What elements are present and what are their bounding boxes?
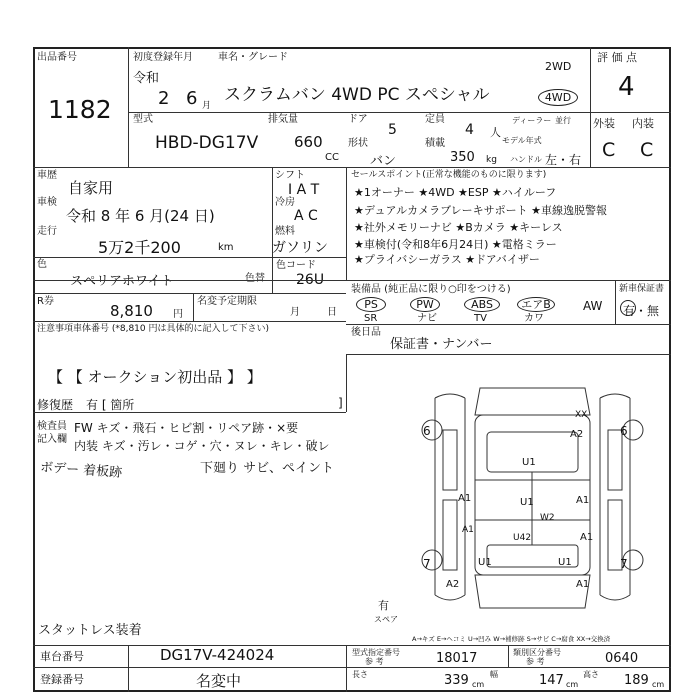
new-car-warranty: 有・無: [623, 304, 660, 318]
handle-label: ハンドル: [510, 155, 542, 164]
divider: [128, 645, 129, 692]
interior-grade: C: [640, 139, 654, 161]
height-label: 高さ: [583, 670, 599, 679]
capacity-label: 定員: [425, 114, 445, 125]
mark-rear-right-u1: U1: [558, 557, 572, 568]
mark-spare-yes: 有: [378, 599, 389, 612]
sales-point-5: ★プライバシーガラス ★ドアバイザー: [354, 253, 540, 266]
equip-abs-circled: ABS: [464, 297, 500, 312]
score-label: 評 価 点: [597, 51, 637, 64]
car-name-label: 車名・グレード: [218, 52, 288, 63]
shape-label: 形状: [348, 138, 368, 149]
width: 147: [539, 673, 564, 688]
equip-sr: SR: [364, 313, 378, 324]
month-label: 月: [290, 307, 300, 318]
divider: [193, 293, 194, 321]
handwritten-underbody-note: 下廻り サビ、ペイント: [200, 461, 335, 476]
mileage: 5万2千200: [98, 238, 181, 257]
width-unit: cm: [566, 680, 579, 689]
displacement: 660: [294, 133, 323, 151]
handle: 左・右: [545, 153, 582, 167]
divider: [590, 112, 671, 113]
ac-label: 冷房: [275, 197, 295, 208]
equip-ps-circled: PS: [356, 297, 386, 312]
car-name: スクラムバン 4WD PC スペシャル: [224, 85, 490, 105]
divider: [346, 167, 347, 280]
later-items: 保証書・ナンバー: [390, 337, 493, 352]
capacity: 4: [465, 122, 474, 138]
repair-history-value: 有 [ 箇所: [86, 398, 135, 412]
notes-label: 注意事項車体番号 (*8,810 円は具体的に記入して下さい): [37, 324, 270, 334]
color-replace-label: 色替: [245, 273, 265, 284]
model-label: 型式: [133, 114, 153, 125]
repair-bracket-close: ]: [338, 396, 343, 410]
mark-hood-u1: U1: [522, 457, 536, 468]
damage-legend: A→キズ E→ヘコミ U→凹み W→補修跡 S→サビ C→腐食 XX→交換済: [412, 635, 611, 643]
sales-point-3: ★社外メモリーナビ ★Bカメラ ★キーレス: [354, 221, 563, 234]
class-value: 0640: [605, 651, 639, 666]
spare-label: スペア: [374, 615, 398, 624]
color-code-label: 色コード: [276, 260, 316, 271]
load-label: 積載: [425, 138, 445, 149]
auction-note: 【 【 オークション初出品 】 】: [48, 368, 262, 386]
divider: [33, 257, 346, 258]
ac: A C: [294, 208, 318, 224]
inspector-label: 検査員: [37, 421, 67, 432]
mark-roof-u1: U1: [520, 497, 534, 508]
interior-line: 内装 キズ・汚レ・コゲ・穴・ヌレ・キレ・破レ: [74, 439, 330, 453]
cc-unit: CC: [325, 152, 339, 163]
model-designation-label: 型式指定番号: [352, 648, 400, 657]
mark-left-a1: A1: [458, 493, 472, 504]
drive-2wd: 2WD: [545, 60, 572, 73]
mark-left-rear-a1: A1: [462, 525, 474, 535]
divider: [346, 354, 347, 412]
registration-label: 登録番号: [40, 673, 84, 686]
mark-u42: U42: [513, 533, 532, 543]
usage-label: 車歴: [37, 170, 57, 181]
model-designation-ref: 参 考: [365, 657, 384, 666]
mark-rear-left-u1: U1: [478, 557, 492, 568]
first-reg-label: 初度登録年月: [133, 52, 193, 63]
fuel-label: 燃料: [275, 226, 295, 237]
equip-navi: ナビ: [417, 313, 437, 324]
class-ref: 参 考: [526, 657, 545, 666]
divider: [33, 293, 346, 294]
mark-rl-tire: 7: [423, 557, 431, 571]
equip-tv: TV: [474, 313, 487, 324]
divider: [33, 412, 346, 413]
right-side-windows: [608, 430, 622, 570]
sales-points-label: セールスポイント(正常な機能のものに限ります): [351, 170, 547, 180]
usage: 自家用: [68, 179, 114, 197]
doors-label: ドア: [348, 114, 368, 125]
width-label: 幅: [490, 670, 498, 679]
exterior-label: 外装: [593, 117, 615, 130]
yen-unit: 円: [173, 309, 183, 320]
color-value: スペリアホワイト: [70, 274, 174, 289]
divider: [615, 280, 616, 324]
later-items-label: 後日品: [351, 327, 381, 338]
shift: I A T: [288, 182, 320, 198]
inspection: 令和 8 年 6 月(24 日): [66, 207, 215, 225]
divider: [346, 645, 347, 692]
reg-month: 6: [186, 88, 198, 109]
model-code: HBD-DG17V: [155, 133, 259, 153]
displacement-label: 排気量: [268, 114, 298, 125]
registration-value: 名変中: [196, 672, 242, 690]
new-car-warranty-label: 新車保証書: [619, 284, 665, 294]
persons-unit: 人: [490, 126, 501, 139]
mark-fl-tire: 6: [423, 424, 431, 438]
doors: 5: [388, 122, 397, 138]
divider: [590, 47, 591, 167]
recycle-label: R券: [37, 296, 54, 307]
chassis-number: DG17V-424024: [160, 646, 275, 664]
rear-bumper: [475, 575, 590, 608]
shape: バン: [370, 154, 397, 169]
mark-w2: W2: [540, 513, 555, 523]
lot-number: 1182: [48, 95, 112, 124]
interior-label: 内装: [632, 117, 654, 130]
mark-fr-tire: 6: [620, 424, 628, 438]
parallel-label: 並行: [555, 116, 571, 125]
model-designation: 18017: [436, 651, 478, 666]
left-side-windows: [443, 430, 457, 570]
score: 4: [618, 72, 635, 102]
sales-point-2: ★デュアルカメラブレーキサポート ★車線逸脱警報: [354, 204, 608, 217]
dealer-label: ディーラー: [512, 116, 552, 125]
fw-line: FW キズ・飛石・ヒビ割・リペア跡・×要: [74, 421, 299, 435]
fuel: ガソリン: [272, 240, 328, 256]
divider: [508, 645, 509, 667]
shift-label: シフト: [275, 170, 305, 181]
divider: [128, 47, 129, 167]
era: 令和: [133, 71, 160, 86]
height: 189: [624, 673, 649, 688]
mark-right-a1: A1: [576, 495, 590, 506]
divider: [33, 321, 346, 322]
divider: [346, 324, 671, 325]
transfer-deadline-label: 名変予定期限: [197, 296, 257, 307]
length-label: 長さ: [352, 670, 368, 679]
divider: [346, 354, 671, 355]
length: 339: [444, 673, 469, 688]
model-year-label: モデル年式: [502, 136, 542, 145]
equip-pw-circled: PW: [410, 297, 440, 312]
equip-airbag-circled: エアB: [517, 297, 555, 312]
drive-4wd-circled: 4WD: [538, 89, 578, 106]
front-bumper: [475, 388, 590, 415]
length-unit: cm: [472, 680, 485, 689]
mark-front-xx: XX: [575, 410, 588, 420]
equip-aw: AW: [583, 299, 603, 313]
day-label: 日: [327, 307, 337, 318]
mark-front-right-a2: A2: [570, 429, 584, 440]
mark-rear-right-a1: A1: [576, 579, 590, 590]
inspection-label: 車検: [37, 197, 57, 208]
equip-leather: カワ: [524, 313, 544, 324]
height-unit: cm: [652, 680, 665, 689]
mileage-label: 走行: [37, 226, 57, 237]
sales-point-1: ★1オーナー ★4WD ★ESP ★ハイルーフ: [354, 186, 557, 199]
exterior-grade: C: [602, 139, 616, 161]
equipment-label: 装備品 (純正品に限り○印をつける): [351, 284, 511, 295]
handwritten-body-note: ボデー 着板跡: [39, 460, 123, 481]
recycle-amount: 8,810: [110, 302, 153, 320]
chassis-label: 車台番号: [40, 650, 84, 663]
color-label: 色: [37, 259, 47, 270]
divider: [128, 112, 590, 113]
class-label: 類別区分番号: [513, 648, 561, 657]
inspector-entry-label: 記入欄: [37, 434, 67, 445]
repair-history-label: 修復歴: [37, 398, 74, 412]
sales-point-4: ★車検付(令和8年6月24日) ★電格ミラー: [354, 238, 557, 251]
mark-rear-left-a2: A2: [446, 579, 460, 590]
kg-unit: kg: [486, 155, 497, 165]
mark-rr-tire: 7: [620, 557, 628, 571]
lot-number-label: 出品番号: [37, 52, 77, 63]
load: 350: [450, 150, 475, 165]
handwritten-studless-note: スタットレス装着: [38, 623, 142, 638]
km-unit: km: [218, 242, 234, 253]
divider: [33, 280, 671, 281]
reg-year: 2: [158, 88, 170, 109]
month-unit: 月: [202, 101, 212, 111]
color-code: 26U: [296, 272, 325, 288]
divider: [272, 257, 273, 293]
mark-right-rear-a1: A1: [580, 532, 594, 543]
